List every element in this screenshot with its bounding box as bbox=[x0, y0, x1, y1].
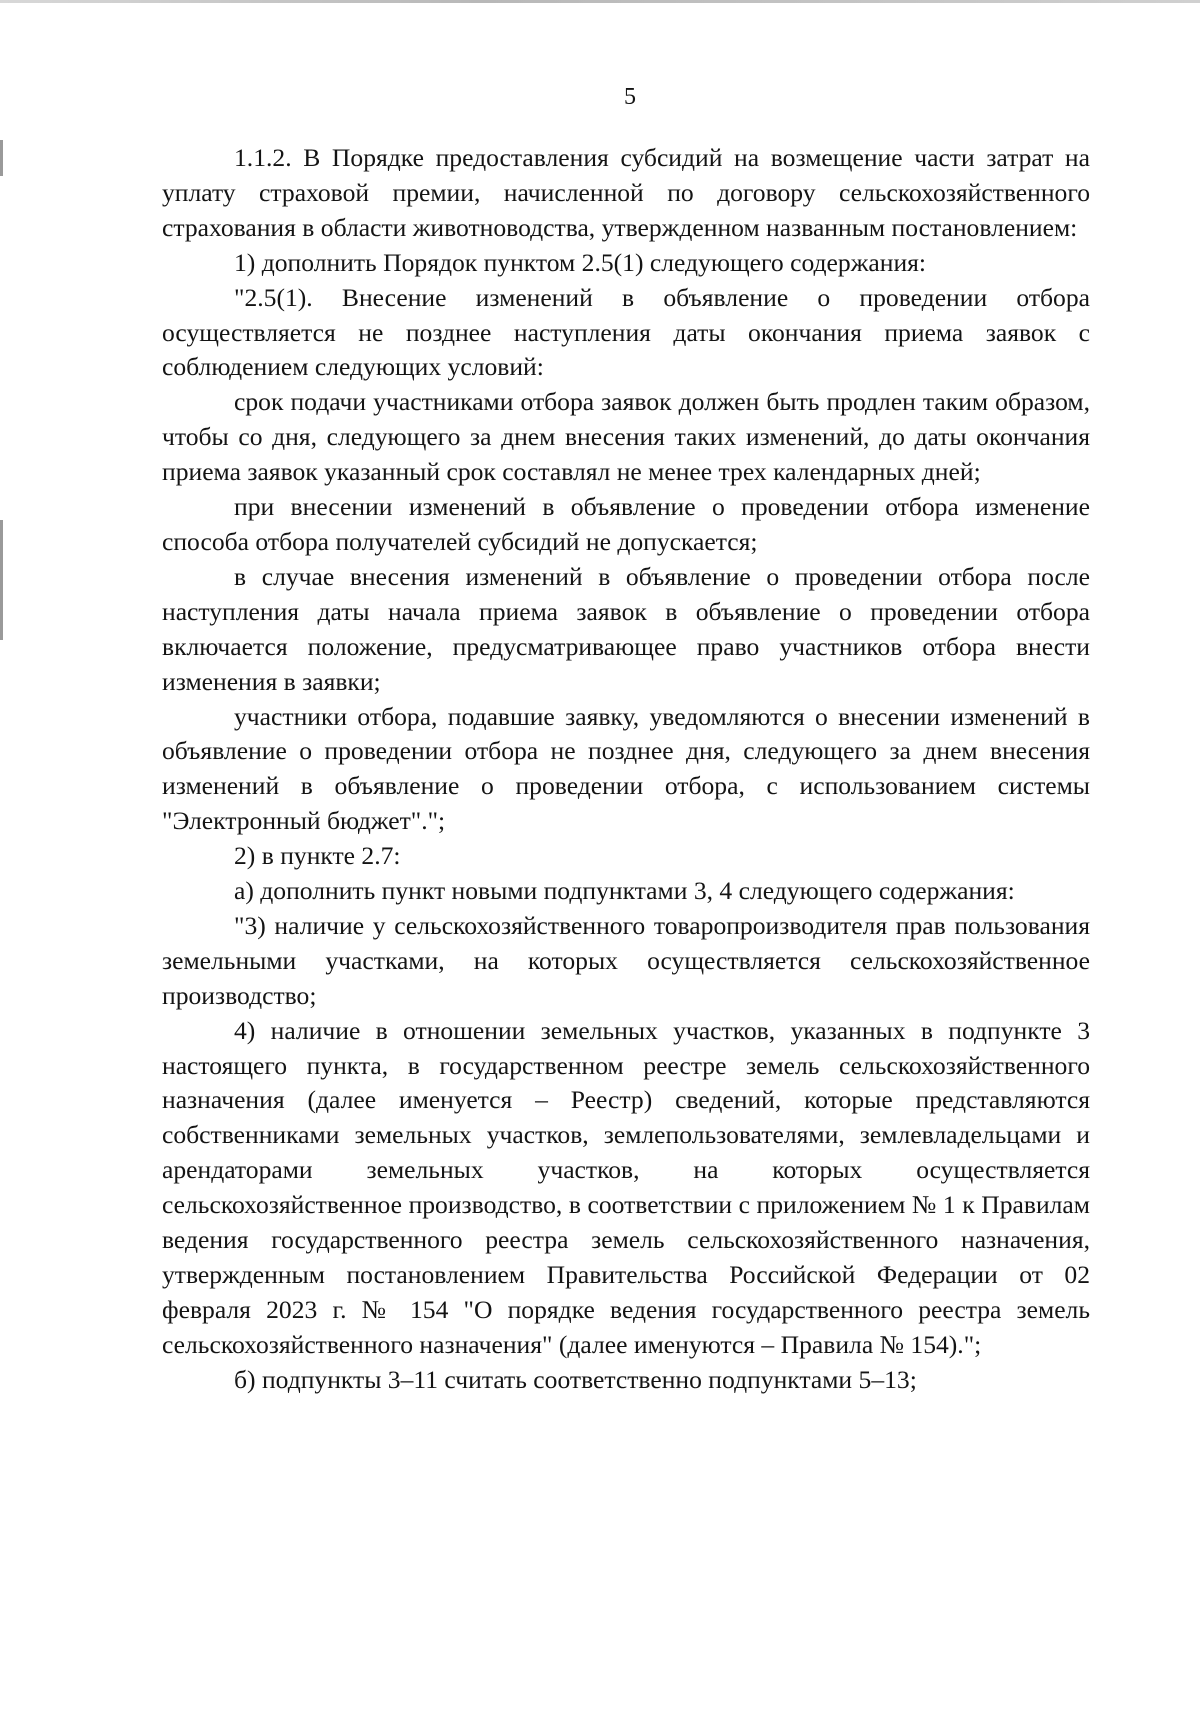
paragraph: а) дополнить пункт новыми подпунктами 3, 4 следующего содержания: bbox=[234, 876, 1015, 906]
paragraph: 2) в пункте 2.7: bbox=[234, 841, 401, 871]
paragraph: 1.1.2. В Порядке предоставления субсидий на возмещение части затрат на уплату страховой премии, начисленной по договору сельскохозяйственного страхования в области животноводства, утвержденном названным постановлением: bbox=[162, 143, 1090, 242]
scan-top-edge bbox=[0, 0, 1200, 3]
paragraph: б) подпункты 3–11 считать соответственно подпунктами 5–13; bbox=[234, 1364, 917, 1394]
page-number: 5 bbox=[624, 84, 636, 110]
paragraph: 4) наличие в отношении земельных участков, указанных в подпункте 3 настоящего пункта, в государственном реестре земель сельскохозяйственного назначения (далее именуется – Реестр) сведений, которые представляются собственниками земельных участков, землепользователями, землевладельцами и арендаторами земельных участков, на которых осуществляется сельскохозяйственное производство, в соответствии с приложением № 1 к Правилам ведения государственного реестра земель сельскохозяйственного назначения, утвержденным постановлением Правительства Российской Федерации от 02 февраля 2023 г. № 154 "О порядке ведения государственного реестра земель сельскохозяйственного назначения" (далее именуются – Правила № 154)."; bbox=[162, 1015, 1090, 1359]
paragraph: участники отбора, подавшие заявку, уведомляются о внесении изменений в объявление о проведении отбора не позднее дня, следующего за днем внесения изменений в объявление о проведении отбора, с использованием системы "Электронный бюджет"."; bbox=[162, 701, 1090, 836]
scan-left-mark bbox=[0, 140, 3, 176]
paragraph: при внесении изменений в объявление о проведении отбора изменение способа отбора получателей субсидий не допускается; bbox=[162, 492, 1090, 556]
paragraph: "3) наличие у сельскохозяйственного товаропроизводителя прав пользования земельными участками, на которых осуществляется сельскохозяйственное производство; bbox=[162, 910, 1090, 1010]
paragraph: 1) дополнить Порядок пунктом 2.5(1) следующего содержания: bbox=[234, 247, 927, 277]
paragraph: в случае внесения изменений в объявление о проведении отбора после наступления даты начала приема заявок в объявление о проведении отбора включается положение, предусматривающее право участников отбора внести изменения в заявки; bbox=[162, 561, 1090, 696]
document-body bbox=[162, 141, 1090, 1398]
scan-left-mark bbox=[0, 520, 3, 640]
paragraph: "2.5(1). Внесение изменений в объявление о проведении отбора осуществляется не позднее наступления даты окончания приема заявок с соблюдением следующих условий: bbox=[162, 282, 1090, 382]
paragraph: срок подачи участниками отбора заявок должен быть продлен таким образом, чтобы со дня, следующего за днем внесения таких изменений, до даты окончания приема заявок указанный срок составлял не менее трех календарных дней; bbox=[162, 387, 1090, 487]
